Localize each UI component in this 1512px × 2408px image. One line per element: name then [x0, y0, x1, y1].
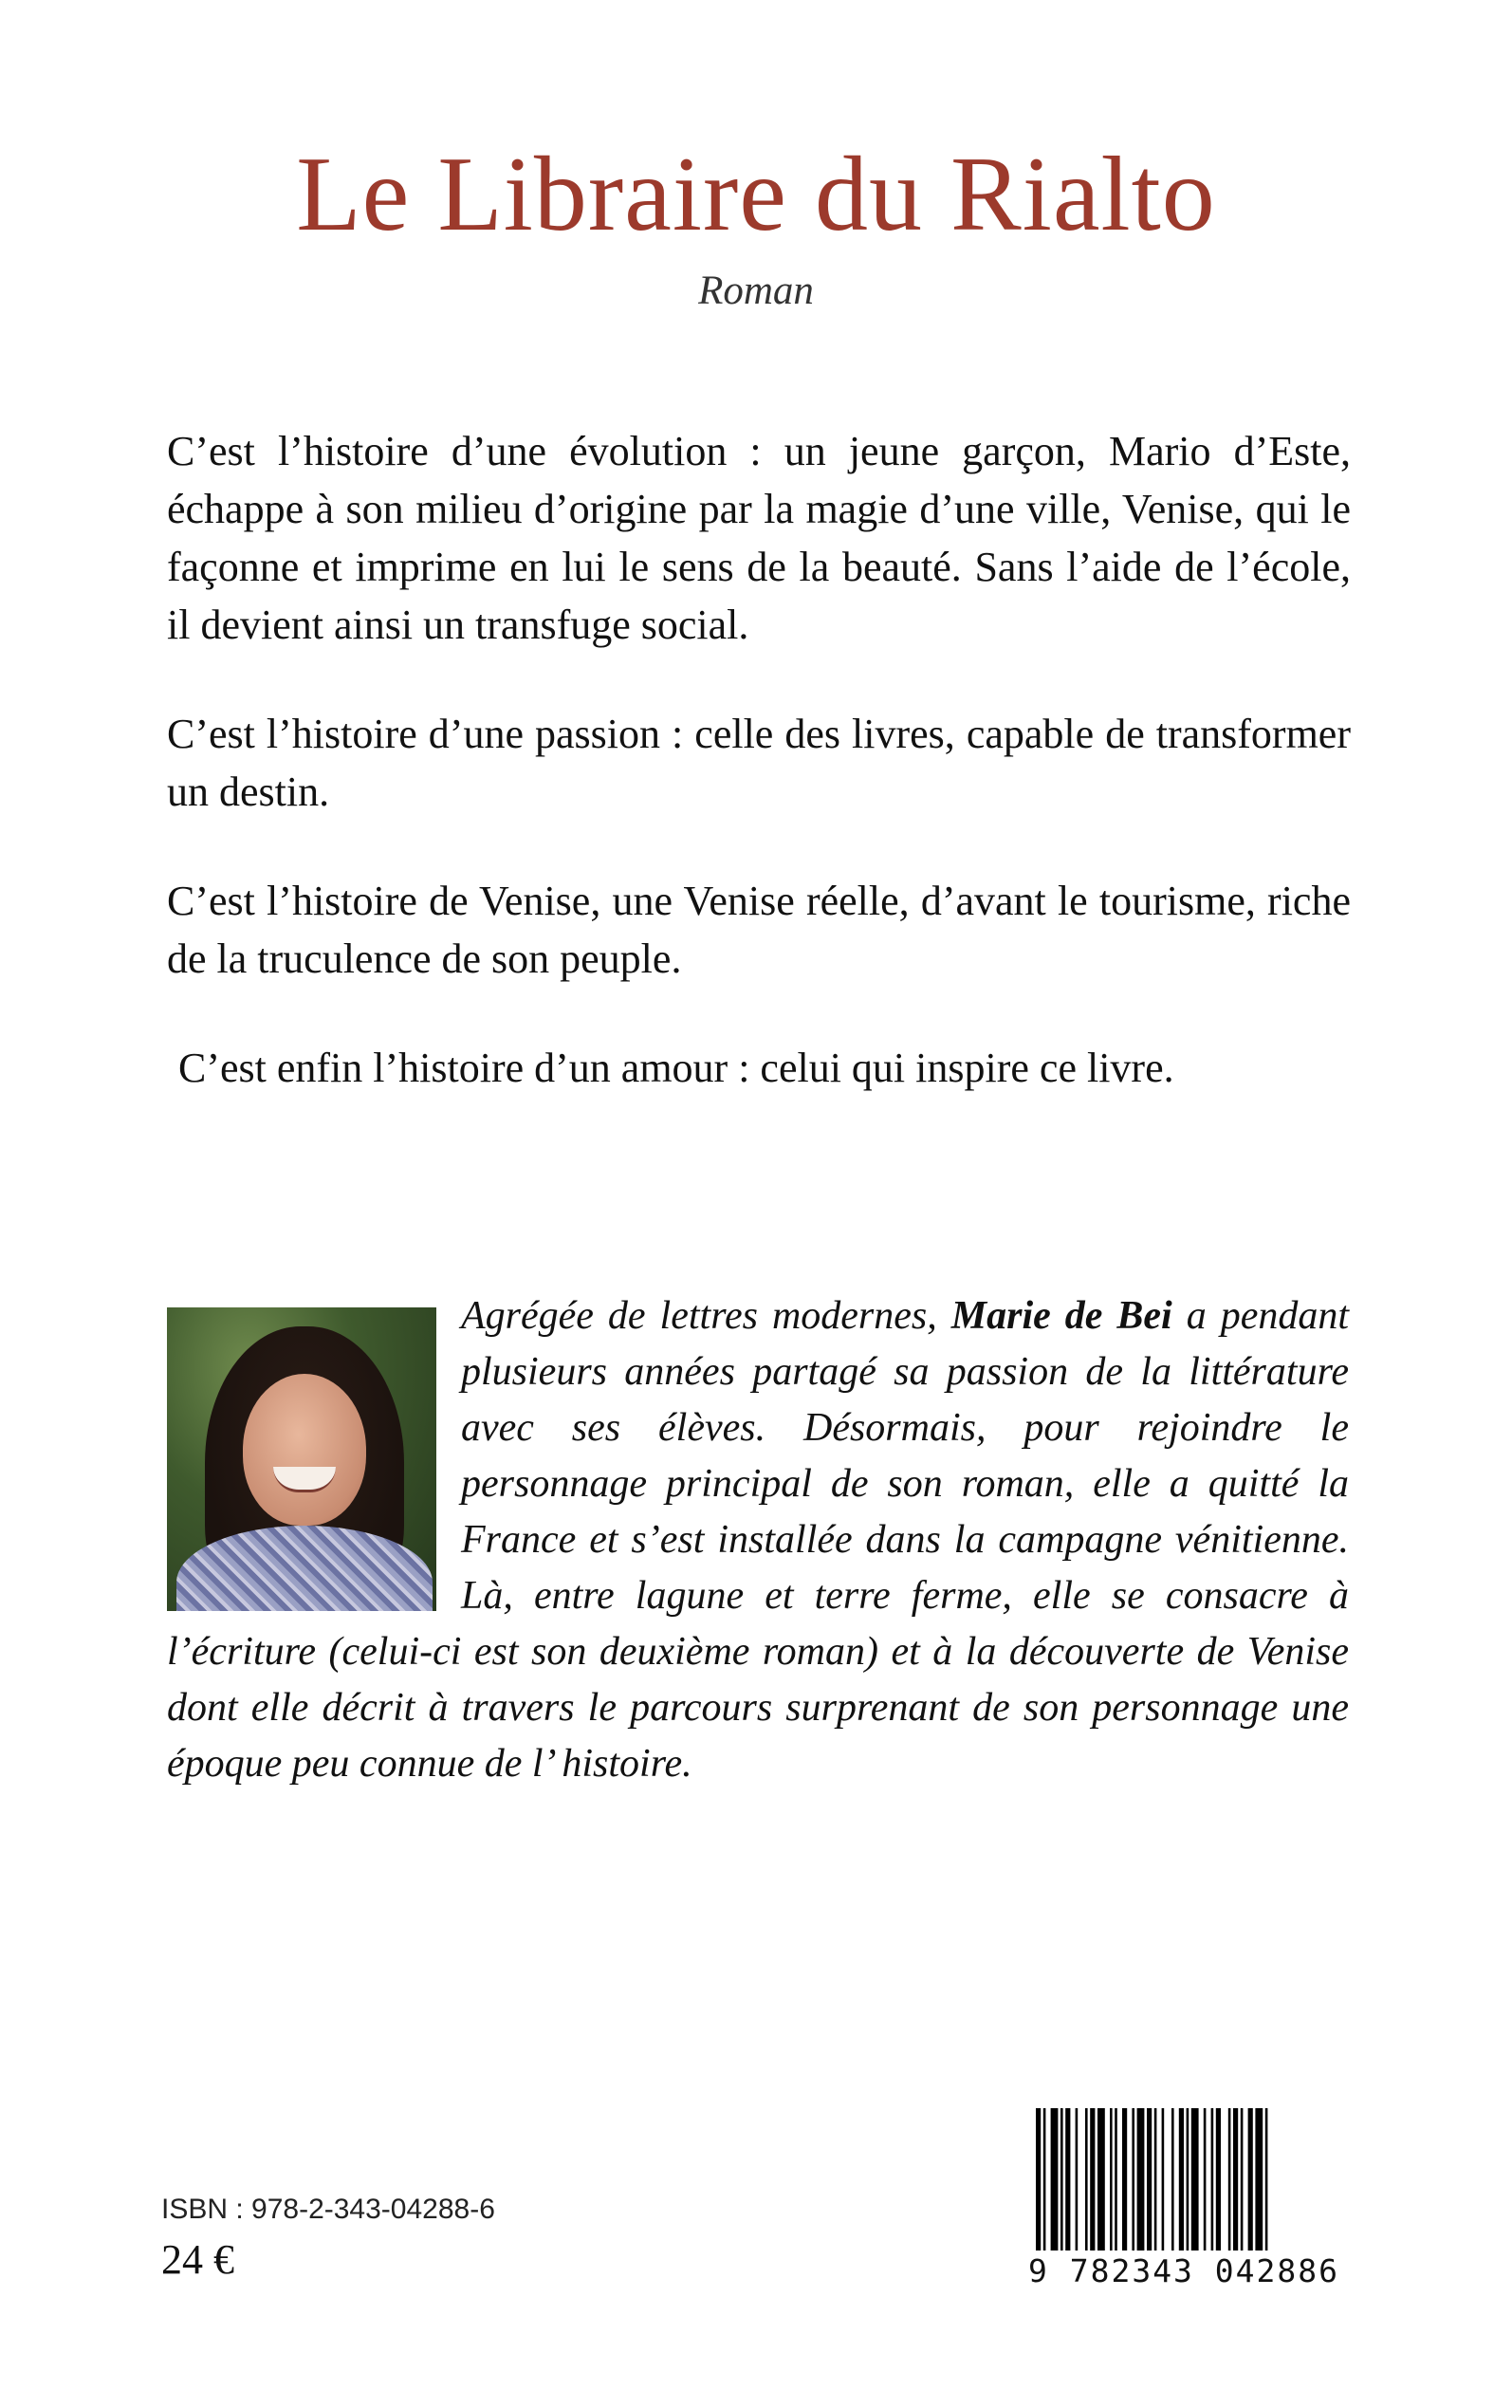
barcode-bar [1191, 2108, 1199, 2251]
barcode-bar [1187, 2108, 1189, 2251]
barcode-bar [1147, 2108, 1152, 2251]
synopsis-paragraph: C’est enfin l’histoire d’un amour : celui qui inspire ce livre. [178, 1045, 1174, 1091]
barcode-bar [1154, 2108, 1157, 2251]
barcode-bar [1241, 2108, 1244, 2251]
barcode-bar [1255, 2108, 1263, 2251]
barcode-digits: 9 782343 042886 [1023, 2252, 1345, 2289]
bio-text-end: a pendant plusieurs années partagé sa passion de la littérature avec ses élèves. Désormais, pour rejoindre le personnage principal de son roman, elle a quitté la France et s’est installée dans la campagne vénitienne. Là, entre lagune et terre ferme, elle se consacre à l’écriture (celui-ci est son deuxième roman) et à la découverte de Venise dont elle décrit à travers le parcours surprenant de son personnage une époque peu connue de l’ histoire. [167, 1294, 1350, 1786]
barcode-bar [1090, 2108, 1095, 2251]
synopsis [167, 422, 1351, 1148]
barcode-bar [1122, 2108, 1127, 2251]
barcode-bar [1076, 2108, 1079, 2251]
barcode-bar [1132, 2108, 1134, 2251]
barcode-bar [1097, 2108, 1105, 2251]
book-title: Le Libraire du Rialto [296, 136, 1216, 253]
barcode-bar [1085, 2108, 1088, 2251]
barcode-bar [1228, 2108, 1231, 2251]
barcode-bar [1204, 2108, 1207, 2251]
price: 24 € [161, 2236, 234, 2283]
book-genre: Roman [698, 269, 814, 313]
isbn: ISBN : 978-2-343-04288-6 [161, 2194, 495, 2225]
author-bio [167, 1288, 1349, 1792]
barcode-bar [1060, 2108, 1063, 2251]
synopsis-paragraph: C’est l’histoire d’une évolution : un jeune garçon, Mario d’Este, échappe à son milieu d’origine par la magie d’une ville, Venise, qui le façonne et imprime en lui le sens de la beauté. Sans l’aide de l’école, il devient ainsi un transfuge social. [167, 428, 1351, 648]
barcode-bar [1179, 2108, 1184, 2251]
barcode-bar [1036, 2108, 1041, 2251]
author-name: Marie de Bei [950, 1294, 1172, 1338]
barcode-bar [1211, 2108, 1214, 2251]
barcode-bar [1065, 2108, 1070, 2251]
barcode-bar [1162, 2108, 1165, 2251]
author-photo [167, 1307, 436, 1611]
barcode-bar [1233, 2108, 1238, 2251]
barcode-bar [1115, 2108, 1117, 2251]
barcode-bar [1171, 2108, 1174, 2251]
bio-text-start: Agrégée de lettres modernes, [461, 1294, 951, 1338]
barcode-bar [1043, 2108, 1046, 2251]
synopsis-paragraph: C’est l’histoire d’une passion : celle des livres, capable de transformer un destin. [167, 711, 1351, 815]
barcode-bar [1110, 2108, 1113, 2251]
barcode-bar [1216, 2108, 1221, 2251]
barcode-bar [1137, 2108, 1145, 2251]
barcode-bar [1265, 2108, 1268, 2251]
barcode-bar [1248, 2108, 1253, 2251]
synopsis-paragraph: C’est l’histoire de Venise, une Venise réelle, d’avant le tourisme, riche de la truculence de son peuple. [167, 878, 1351, 982]
barcode-bar [1051, 2108, 1059, 2251]
